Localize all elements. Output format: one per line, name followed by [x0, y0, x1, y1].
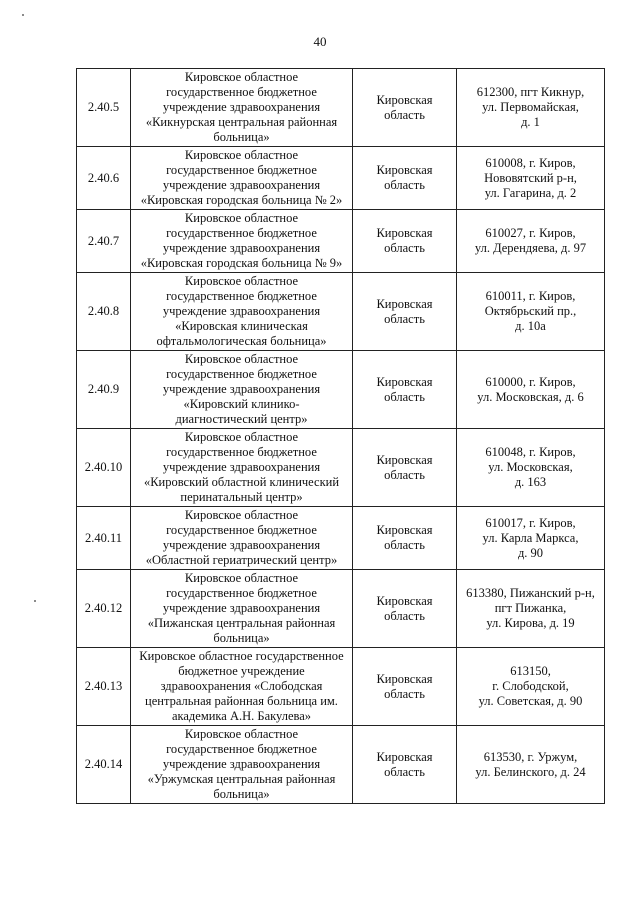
address-cell: 613380, Пижанский р-н, пгт Пижанка, ул. Кирова, д. 19 [457, 570, 605, 648]
institution-name-cell: Кировское областное государственное бюджетное учреждение здравоохранения «Пижанская центральная районная больница» [131, 570, 353, 648]
table-row [77, 210, 605, 273]
table-row [77, 69, 605, 147]
table-row [77, 648, 605, 726]
row-number-cell: 2.40.6 [77, 147, 131, 210]
address-cell: 613530, г. Уржум, ул. Белинского, д. 24 [457, 726, 605, 804]
row-number-cell: 2.40.7 [77, 210, 131, 273]
scan-speck [22, 14, 24, 16]
region-cell: Кировская область [353, 507, 457, 570]
institutions-table [76, 68, 605, 804]
table-row [77, 726, 605, 804]
address-cell: 613150, г. Слободской, ул. Советская, д. 90 [457, 648, 605, 726]
address-cell: 610027, г. Киров, ул. Дерендяева, д. 97 [457, 210, 605, 273]
table-row [77, 351, 605, 429]
institution-name-cell: Кировское областное государственное бюджетное учреждение здравоохранения «Кикнурская центральная районная больница» [131, 69, 353, 147]
row-number-cell: 2.40.12 [77, 570, 131, 648]
address-cell: 610000, г. Киров, ул. Московская, д. 6 [457, 351, 605, 429]
address-cell: 610011, г. Киров, Октябрьский пр., д. 10а [457, 273, 605, 351]
region-cell: Кировская область [353, 570, 457, 648]
table-row [77, 507, 605, 570]
region-cell: Кировская область [353, 429, 457, 507]
address-cell: 612300, пгт Кикнур, ул. Первомайская, д. 1 [457, 69, 605, 147]
row-number-cell: 2.40.11 [77, 507, 131, 570]
institution-name-cell: Кировское областное государственное бюджетное учреждение здравоохранения «Кировская городская больница № 9» [131, 210, 353, 273]
institution-name-cell: Кировское областное государственное бюджетное учреждение здравоохранения «Слободская центральная районная больница им. академика А.Н. Бакулева» [131, 648, 353, 726]
row-number-cell: 2.40.8 [77, 273, 131, 351]
institution-name-cell: Кировское областное государственное бюджетное учреждение здравоохранения «Кировский областной клинический перинатальный центр» [131, 429, 353, 507]
address-cell: 610017, г. Киров, ул. Карла Маркса, д. 90 [457, 507, 605, 570]
scan-speck [34, 600, 36, 602]
table-row [77, 147, 605, 210]
institution-name-cell: Кировское областное государственное бюджетное учреждение здравоохранения «Областной гериатрический центр» [131, 507, 353, 570]
region-cell: Кировская область [353, 273, 457, 351]
region-cell: Кировская область [353, 147, 457, 210]
region-cell: Кировская область [353, 351, 457, 429]
institution-name-cell: Кировское областное государственное бюджетное учреждение здравоохранения «Кировский клинико- диагностический центр» [131, 351, 353, 429]
address-cell: 610008, г. Киров, Нововятский р-н, ул. Гагарина, д. 2 [457, 147, 605, 210]
row-number-cell: 2.40.5 [77, 69, 131, 147]
region-cell: Кировская область [353, 210, 457, 273]
table-row [77, 570, 605, 648]
table-row [77, 429, 605, 507]
table-row [77, 273, 605, 351]
row-number-cell: 2.40.14 [77, 726, 131, 804]
institution-name-cell: Кировское областное государственное бюджетное учреждение здравоохранения «Уржумская центральная районная больница» [131, 726, 353, 804]
region-cell: Кировская область [353, 69, 457, 147]
region-cell: Кировская область [353, 648, 457, 726]
institution-name-cell: Кировское областное государственное бюджетное учреждение здравоохранения «Кировская клиническая офтальмологическая больница» [131, 273, 353, 351]
row-number-cell: 2.40.13 [77, 648, 131, 726]
row-number-cell: 2.40.9 [77, 351, 131, 429]
institution-name-cell: Кировское областное государственное бюджетное учреждение здравоохранения «Кировская городская больница № 2» [131, 147, 353, 210]
address-cell: 610048, г. Киров, ул. Московская, д. 163 [457, 429, 605, 507]
page-number: 40 [313, 34, 327, 49]
row-number-cell: 2.40.10 [77, 429, 131, 507]
region-cell: Кировская область [353, 726, 457, 804]
